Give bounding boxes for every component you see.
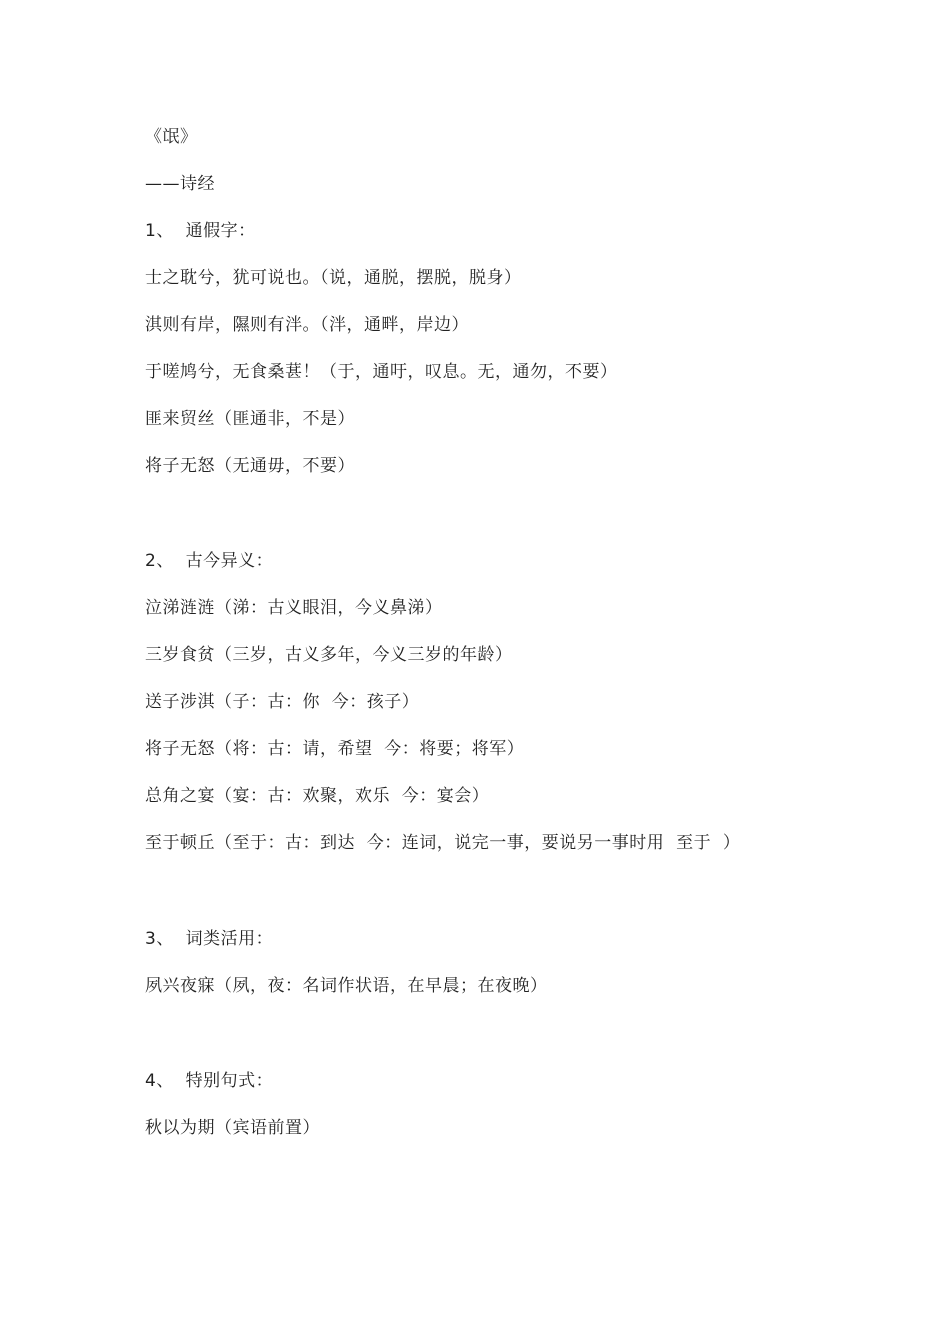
section-2-line-4: 将子无怒（将：古：请，希望 今：将要；将军） (145, 739, 525, 759)
section-1-line-1: 士之耽兮，犹可说也。（说，通脱，摆脱，脱身） (145, 268, 522, 288)
section-heading-1: 1、 通假字： (145, 221, 256, 241)
section-2-line-3: 送子涉淇（子：古：你 今：孩子） (145, 692, 420, 712)
section-2-line-1: 泣涕涟涟（涕：古义眼泪，今义鼻涕） (145, 598, 443, 618)
section-4-line-1: 秋以为期（宾语前置） (145, 1118, 320, 1138)
document-source: ——诗经 (145, 174, 215, 194)
section-1-line-2: 淇则有岸，隰则有泮。（泮，通畔，岸边） (145, 315, 469, 335)
section-2-line-2: 三岁食贫（三岁，古义多年，今义三岁的年龄） (145, 645, 513, 665)
section-2-line-5: 总角之宴（宴：古：欢聚，欢乐 今：宴会） (145, 786, 490, 806)
section-1-line-3: 于嗟鸠兮，无食桑葚！（于，通吁，叹息。无，通勿，不要） (145, 362, 618, 382)
document-title: 《氓》 (145, 127, 198, 147)
section-3-line-1: 夙兴夜寐（夙，夜：名词作状语，在早晨；在夜晚） (145, 976, 548, 996)
section-heading-2: 2、 古今异义： (145, 551, 274, 571)
section-2-line-6: 至于顿丘（至于：古：到达 今：连词，说完一事，要说另一事时用 至于 ） (145, 833, 741, 853)
section-1-line-4: 匪来贸丝（匪通非，不是） (145, 409, 355, 429)
section-heading-3: 3、 词类活用： (145, 929, 274, 949)
section-1-line-5: 将子无怒（无通毋，不要） (145, 456, 355, 476)
section-heading-4: 4、 特别句式： (145, 1071, 274, 1091)
